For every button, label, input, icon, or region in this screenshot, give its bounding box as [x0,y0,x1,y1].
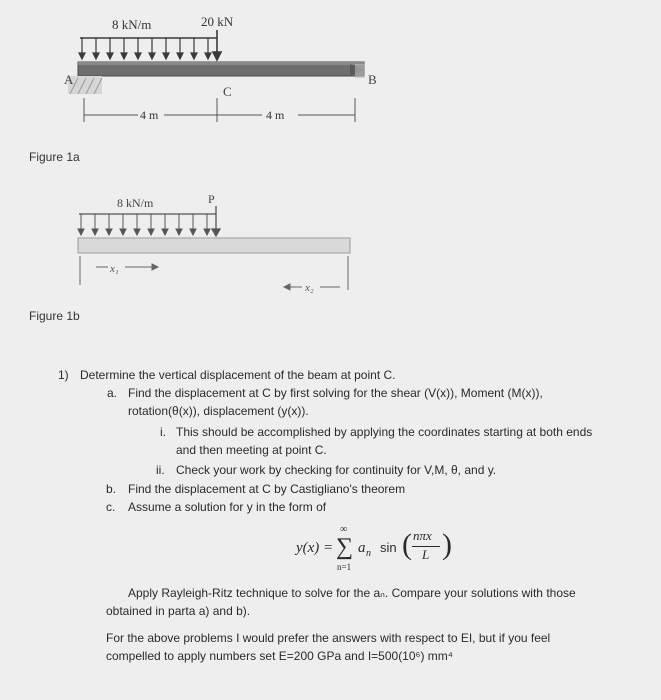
fig1b-distributed-load-arrows [78,214,210,235]
preference-note-line2: compelled to apply numbers set E=200 GPa and I=500(10⁶) mm⁴ [106,649,453,663]
part-a-text-line1: Find the displacement at C by first solving for the shear (V(x)), Moment (M(x)), [128,386,543,400]
part-c-text: Assume a solution for y in the form of [128,500,327,514]
fig1b-x2-label: x₂ [305,282,314,294]
fig1a-dimension-lines [84,98,355,122]
fig1b-beam [78,238,350,253]
figure-1b-diagram [0,180,661,310]
fig1a-distributed-load-arrows [79,38,211,59]
fig1a-point-c-label: C [223,84,232,99]
figure-1a-diagram [0,0,661,150]
fig1a-point-load-arrow [213,30,221,60]
fig1a-distributed-load-label: 8 kN/m [112,17,152,32]
question-main-text: Determine the vertical displacement of the beam at point C. [80,368,396,382]
series-formula [296,526,466,574]
part-a-i-text-line1: This should be accomplished by applying the coordinates starting at both ends [176,425,593,439]
figure-1b-caption: Figure 1b [29,309,80,323]
part-a-ii-marker: ii. [156,463,165,477]
formula-coefficient: a [358,540,366,556]
part-b-text: Find the displacement at C by Castigliano's theorem [128,482,406,496]
part-a-i-text-line2: and then meeting at point C. [176,443,327,457]
fig1b-x1-label: x₁ [110,263,119,275]
part-c-marker: c. [106,500,116,514]
fig1a-span-right-label: 4 m [266,108,285,122]
formula-sum-symbol: ∑ [336,534,354,560]
rayleigh-ritz-text-line2: obtained in parta a) and b). [106,604,251,618]
part-a-i-marker: i. [160,425,166,439]
fig1a-support-b-label: B [368,72,377,87]
formula-close-paren: ) [442,528,452,561]
fig1a-support-a-label: A [64,72,74,87]
fig1a-span-left-label: 4 m [140,108,159,122]
formula-function: sin [380,540,397,555]
fig1a-point-load-label: 20 kN [201,14,234,29]
preference-note-line1: For the above problems I would prefer the answers with respect to EI, but if you feel [106,631,551,645]
rayleigh-ritz-text-line1: Apply Rayleigh-Ritz technique to solve for the aₙ. Compare your solutions with those [128,586,576,600]
fig1b-point-load-label: P [208,192,215,206]
formula-numerator: nπx [413,528,432,543]
part-b-marker: b. [106,482,117,496]
figure-1a-caption: Figure 1a [29,150,80,164]
formula-sum-top: ∞ [340,524,348,535]
formula-sum-bottom: n=1 [337,562,352,572]
part-a-text-line2: rotation(θ(x)), displacement (y(x)). [128,404,309,418]
part-a-ii-text: Check your work by checking for continuity for V,M, θ, and y. [176,463,497,477]
fig1b-distributed-load-label: 8 kN/m [117,196,154,210]
formula-denominator: L [422,547,430,562]
formula-lhs: y(x) = [296,540,334,556]
formula-open-paren: ( [402,528,412,561]
question-number: 1) [58,368,69,382]
formula-coefficient-subscript: n [366,548,371,559]
part-a-marker: a. [107,386,118,400]
fig1b-point-load-arrow [212,206,220,236]
